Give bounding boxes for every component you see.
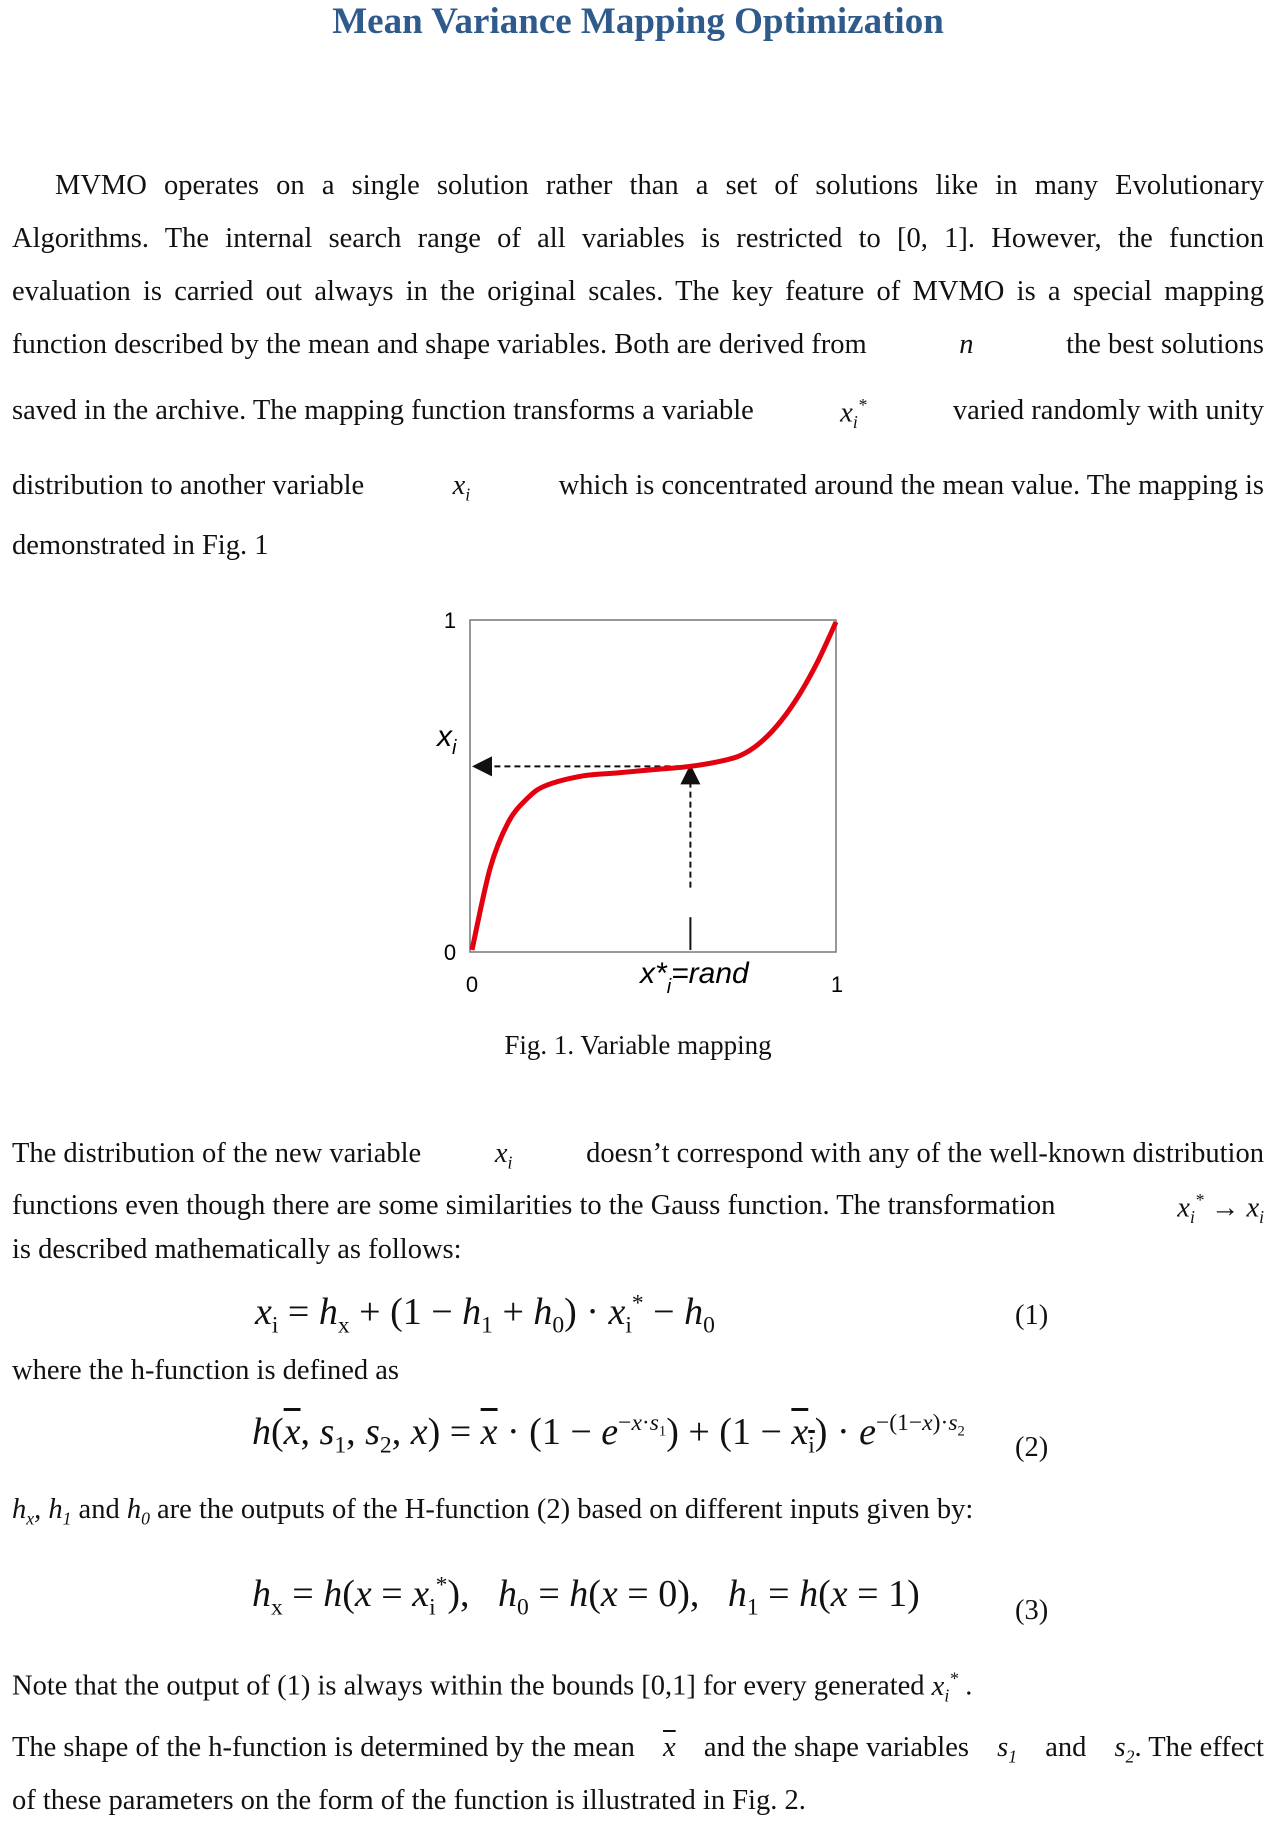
p2-line-1-text-b: doesn’t correspond with any of the well-known distribution — [586, 1138, 1264, 1169]
plot-frame — [470, 620, 836, 952]
figure-1-caption: Fig. 1. Variable mapping — [504, 1030, 772, 1060]
intro-line-7: demonstrated in Fig. 1 — [12, 530, 269, 561]
equation-2: $h(\overline{x}$, $s_1$, $s_2$, $x) = \overline{x} \cdot (1 - e^{-x\cdot s_1}) + (1 - x_i) \cdot e^{-(1-x)\cdot s_2}$ — [252, 1410, 965, 1459]
s1-symbol: $s_1$ — [997, 1732, 1018, 1767]
n-symbol: n — [959, 329, 974, 360]
note-text: Note that the output of (1) is always within the bounds [0,1] for every generated — [12, 1670, 925, 1702]
equation-1: $x_i = h_x + (1 - h_1 + h_0) \cdot x_i^* - h_0$ — [255, 1290, 715, 1339]
p2-line-1-text-a: The distribution of the new variable — [12, 1138, 422, 1169]
outputs-line — [12, 1494, 1264, 1530]
h-function-definition-text: where the h-function is defined as — [12, 1355, 399, 1386]
intro-line-6-text-a: distribution to another variable — [12, 470, 365, 501]
mapping-curve — [472, 622, 836, 950]
intro-line-1: MVMO operates on a single solution rather than a set of solutions like in many Evolutionary — [55, 170, 1264, 201]
intro-line-4-text-b: the best solutions — [1066, 329, 1264, 360]
intro-line-4 — [12, 329, 1264, 361]
h1-symbol: $h_1$ — [48, 1494, 72, 1529]
shape-text-b: and the shape variables — [703, 1732, 969, 1763]
y-tick-top: 1 — [443, 608, 457, 633]
intro-line-6-text-b: which is concentrated around the mean value. The mapping is — [558, 470, 1264, 501]
intro-line-5 — [12, 395, 1264, 433]
x-tick-left: 0 — [465, 972, 479, 997]
shape-tail — [1115, 1732, 1264, 1768]
x-star-i-symbol: $x_i^*$ — [840, 395, 867, 433]
shape-text-c: and — [1045, 1732, 1087, 1763]
equation-1-number: (1) — [1015, 1300, 1049, 1331]
p2-line-2 — [12, 1190, 1264, 1228]
x-bar-symbol: $\overline{x}$ — [663, 1732, 676, 1763]
x-tick-right: 1 — [830, 972, 844, 997]
x-i-symbol: $x_i$ — [452, 470, 471, 505]
x-i-symbol-2: $x_i$ — [494, 1138, 513, 1173]
note-line: Note that the output of (1) is always within the bounds [0,1] for every generated $x_i^*$ . — [12, 1668, 973, 1706]
shape-text-a: The shape of the h-function is determined by the mean — [12, 1732, 635, 1763]
equation-3: $h_x = h(x = x_i^*)$, $h_0 = h(x = 0)$, $h_1 = h(x = 1)$ — [252, 1572, 920, 1621]
y-tick-bottom: 0 — [443, 940, 457, 965]
shape-text-d: . The effect — [1134, 1732, 1264, 1763]
x-star-i-symbol-2: $x_i^*$ — [931, 1668, 959, 1706]
intro-line-5-text-a: saved in the archive. The mapping function transforms a variable — [12, 395, 754, 426]
intro-line-2: Algorithms. The internal search range of all variables is restricted to [0, 1]. However, the function — [12, 223, 1264, 254]
p2-line-1 — [12, 1138, 1264, 1174]
p2-line-2-text: functions even though there are some similarities to the Gauss function. The transformation — [12, 1190, 1056, 1221]
intro-line-3: evaluation is carried out always in the original scales. The key feature of MVMO is a special mapping — [12, 276, 1264, 307]
intro-line-4-text-a: function described by the mean and shape variables. Both are derived from — [12, 329, 867, 360]
equation-3-number: (3) — [1015, 1595, 1049, 1626]
transformation-symbol: $x_i^* \to x_i$ — [1177, 1190, 1264, 1228]
x-axis-label: $x*_i=rand$ — [640, 957, 749, 998]
outputs-text-a: and — [78, 1494, 120, 1525]
equation-2-number: (2) — [1015, 1432, 1049, 1463]
p2-line-3: is described mathematically as follows: — [12, 1234, 462, 1265]
outputs-text-b: are the outputs of the H-function (2) based on different inputs given by: — [157, 1494, 974, 1525]
page-title: Mean Variance Mapping Optimization — [332, 1, 944, 42]
last-line: of these parameters on the form of the function is illustrated in Fig. 2. — [12, 1785, 806, 1816]
h0-symbol: $h_0$ — [126, 1494, 150, 1529]
intro-line-6 — [12, 470, 1264, 506]
shape-line — [12, 1732, 1264, 1768]
hx-symbol: $h_x$, — [12, 1494, 42, 1529]
intro-line-5-text-b: varied randomly with unity — [952, 395, 1264, 426]
y-axis-label: $x_i$ — [437, 720, 457, 759]
s2-symbol: $s_2$ — [1114, 1732, 1135, 1767]
